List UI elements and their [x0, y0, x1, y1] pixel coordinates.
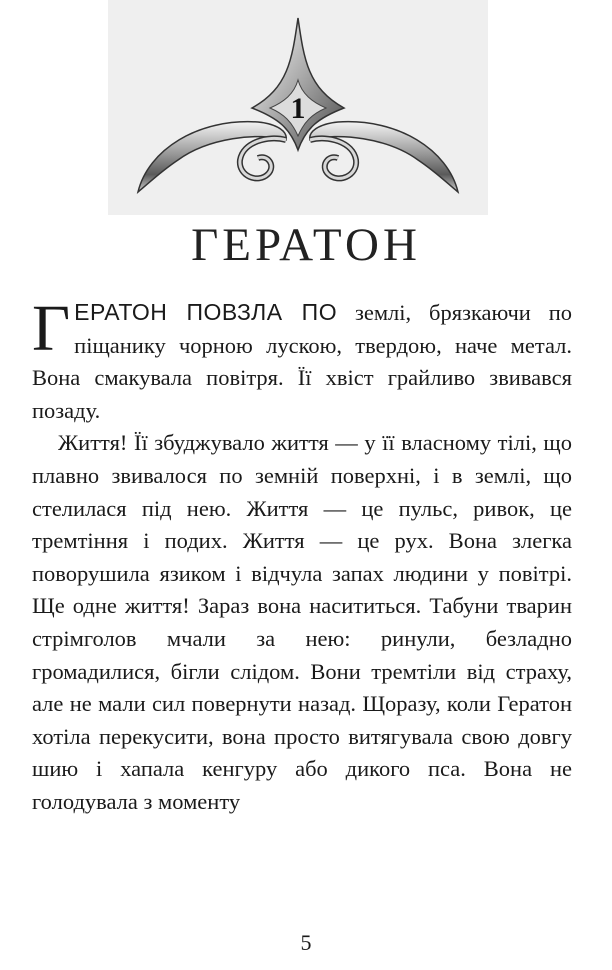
chapter-title: ГЕРАТОН: [191, 219, 421, 271]
chapter-number: 1: [290, 92, 306, 125]
page-number: 5: [300, 930, 312, 955]
lead-caps: ЕРАТОН ПОВЗЛА ПО: [74, 299, 338, 325]
paragraph-1-text: землі, брязкаючи по піщанику чорною лускою, твердою, наче метал. Вона смакувала повітря. Її хвіст грайливо звивався позаду.: [32, 300, 572, 423]
chapter-ornament: [108, 0, 488, 215]
paragraph-2: Життя! Її збуджувало життя — у її власному тілі, що плавно звивалося по земній поверхні, і в землі, що стелилася під нею. Життя — це пульс, ривок, це тремтіння і подих. Життя — це рух. Вона злегка поворушила язиком і відчула запах людини у повітрі. Ще одне життя! Зараз вона насититься. Табуни тварин стрімголов мчали за нею: ринули, безладно громадилися, бігли слідом. Вони тремтіли від страху, але не мали сил повернути назад. Щоразу, коли Гератон хотіла перекусити, вона просто витягувала свою довгу шию і хапала кенгуру або дикого пса. Вона не голодувала з моменту: [32, 430, 572, 814]
chapter-body: [32, 292, 572, 819]
drop-cap: Г: [32, 292, 71, 365]
ornament-icon: [108, 0, 488, 215]
paragraph-1: [32, 292, 572, 427]
